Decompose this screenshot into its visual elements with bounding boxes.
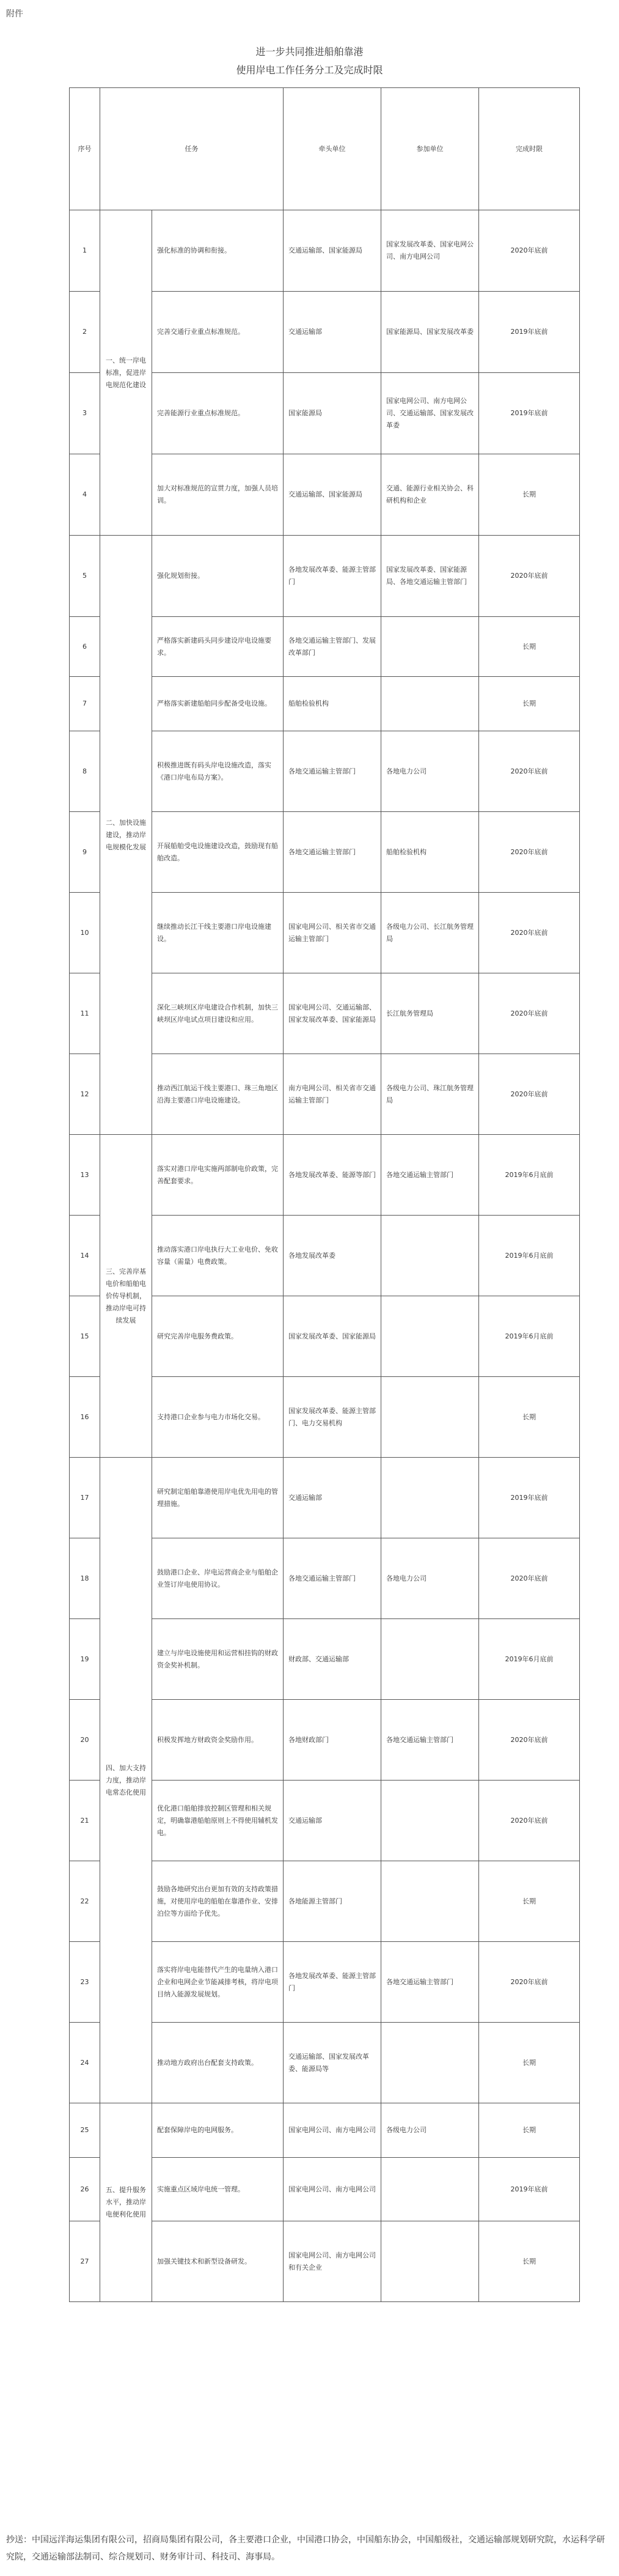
table-row (70, 1135, 580, 1216)
row-number: 2 (70, 292, 100, 373)
participant-units-cell: 交通、能源行业相关协会、科研机构和企业 (381, 454, 479, 536)
participant-units-cell: 国家发展改革委、国家能源局、各地交通运输主管部门 (381, 536, 479, 617)
task-cell: 严格落实新建船舶同步配备受电设施。 (152, 677, 284, 731)
row-number: 23 (70, 1942, 100, 2023)
row-number: 19 (70, 1619, 100, 1700)
row-number: 14 (70, 1216, 100, 1296)
deadline-cell: 长期 (479, 2023, 580, 2103)
lead-unit-cell: 国家电网公司、交通运输部、国家发展改革委、国家能源局 (284, 973, 381, 1054)
deadline-cell: 长期 (479, 1861, 580, 1942)
participant-units-cell: 各地电力公司 (381, 1538, 479, 1619)
lead-unit-cell: 国家发展改革委、能源主管部门、电力交易机构 (284, 1377, 381, 1458)
row-number: 18 (70, 1538, 100, 1619)
deadline-cell: 长期 (479, 617, 580, 677)
lead-unit-cell: 各地交通运输主管部门 (284, 1538, 381, 1619)
task-cell: 支持港口企业参与电力市场化交易。 (152, 1377, 284, 1458)
table-row (70, 210, 580, 292)
row-number: 3 (70, 373, 100, 454)
task-cell: 强化标准的协调和衔接。 (152, 210, 284, 292)
document-title-line2: 使用岸电工作任务分工及完成时限 (236, 64, 383, 76)
participant-units-cell (381, 1861, 479, 1942)
category-cell: 三、完善岸基电价和船舶电价传导机制，推动岸电可持续发展 (100, 1135, 152, 1458)
participant-units-cell: 各级电力公司、长江航务管理局 (381, 893, 479, 973)
lead-unit-cell: 国家电网公司、南方电网公司 (284, 2158, 381, 2221)
row-number: 15 (70, 1296, 100, 1377)
task-cell: 研究制定船舶靠港使用岸电优先用电的管理措施。 (152, 1458, 284, 1538)
deadline-cell: 2020年底前 (479, 812, 580, 893)
task-cell: 强化规划衔接。 (152, 536, 284, 617)
header-seq: 序号 (70, 88, 100, 210)
deadline-cell: 2019年6月底前 (479, 1619, 580, 1700)
row-number: 27 (70, 2221, 100, 2302)
task-cell: 继续推动长江干线主要港口岸电设施建设。 (152, 893, 284, 973)
task-cell: 优化港口船舶排放控制区管理和相关规定，明确靠港船舶原则上不得使用辅机发电。 (152, 1781, 284, 1861)
lead-unit-cell: 交通运输部 (284, 1458, 381, 1538)
category-cell: 五、提升服务水平，推动岸电便利化使用 (100, 2103, 152, 2302)
lead-unit-cell: 各地发展改革委 (284, 1216, 381, 1296)
participant-units-cell (381, 1781, 479, 1861)
deadline-cell: 长期 (479, 2103, 580, 2158)
row-number: 12 (70, 1054, 100, 1135)
deadline-cell: 2020年底前 (479, 973, 580, 1054)
task-cell: 鼓励各地研究出台更加有效的支持政策措施，对使用岸电的船舶在靠港作业、安排泊位等方面给予优先。 (152, 1861, 284, 1942)
deadline-cell: 2020年底前 (479, 731, 580, 812)
task-cell: 推动西江航运干线主要港口、珠三角地区沿海主要港口岸电设施建设。 (152, 1054, 284, 1135)
lead-unit-cell: 各地交通运输主管部门 (284, 731, 381, 812)
lead-unit-cell: 交通运输部 (284, 292, 381, 373)
participant-units-cell: 国家电网公司、南方电网公司、交通运输部、国家发展改革委 (381, 373, 479, 454)
task-cell: 建立与岸电设施使用和运营相挂钩的财政资金奖补机制。 (152, 1619, 284, 1700)
participant-units-cell: 长江航务管理局 (381, 973, 479, 1054)
lead-unit-cell: 国家电网公司、南方电网公司和有关企业 (284, 2221, 381, 2302)
deadline-cell: 长期 (479, 1377, 580, 1458)
lead-unit-cell: 国家电网公司、相关省市交通运输主管部门 (284, 893, 381, 973)
lead-unit-cell: 船舶检验机构 (284, 677, 381, 731)
task-cell: 配套保障岸电的电网服务。 (152, 2103, 284, 2158)
category-cell: 一、统一岸电标准，促进岸电规范化建设 (100, 210, 152, 536)
deadline-cell: 2019年底前 (479, 373, 580, 454)
category-cell: 四、加大支持力度，推动岸电常态化使用 (100, 1458, 152, 2103)
row-number: 4 (70, 454, 100, 536)
participant-units-cell (381, 1377, 479, 1458)
task-cell: 推动落实港口岸电执行大工业电价、免收容量（需量）电费政策。 (152, 1216, 284, 1296)
task-cell: 加强关键技术和新型设备研发。 (152, 2221, 284, 2302)
row-number: 1 (70, 210, 100, 292)
row-number: 8 (70, 731, 100, 812)
row-number: 7 (70, 677, 100, 731)
lead-unit-cell: 各地交通运输主管部门 (284, 812, 381, 893)
participant-units-cell (381, 1296, 479, 1377)
task-cell: 落实对港口岸电实施两部制电价政策，完善配套要求。 (152, 1135, 284, 1216)
deadline-cell: 2019年6月底前 (479, 1296, 580, 1377)
participant-units-cell (381, 1216, 479, 1296)
lead-unit-cell: 各地财政部门 (284, 1700, 381, 1781)
deadline-cell: 2020年底前 (479, 1538, 580, 1619)
header-lead: 牵头单位 (284, 88, 381, 210)
participant-units-cell (381, 2221, 479, 2302)
deadline-cell: 2020年底前 (479, 1942, 580, 2023)
task-cell: 完善交通行业重点标准规范。 (152, 292, 284, 373)
deadline-cell: 2020年底前 (479, 536, 580, 617)
table-row (70, 2103, 580, 2158)
lead-unit-cell: 交通运输部、国家发展改革委、能源局等 (284, 2023, 381, 2103)
lead-unit-cell: 各地交通运输主管部门、发展改革部门 (284, 617, 381, 677)
row-number: 16 (70, 1377, 100, 1458)
table-row (70, 1458, 580, 1538)
participant-units-cell: 各级电力公司、珠江航务管理局 (381, 1054, 479, 1135)
task-cell: 开展船舶受电设施建设改造，鼓励现有船舶改造。 (152, 812, 284, 893)
deadline-cell: 长期 (479, 677, 580, 731)
deadline-cell: 长期 (479, 2221, 580, 2302)
header-participants: 参加单位 (381, 88, 479, 210)
deadline-cell: 2019年6月底前 (479, 1135, 580, 1216)
participant-units-cell: 各级电力公司 (381, 2103, 479, 2158)
lead-unit-cell: 南方电网公司、相关省市交通运输主管部门 (284, 1054, 381, 1135)
lead-unit-cell: 各地能源主管部门 (284, 1861, 381, 1942)
lead-unit-cell: 各地发展改革委、能源主管部门 (284, 536, 381, 617)
row-number: 9 (70, 812, 100, 893)
participant-units-cell: 各地交通运输主管部门 (381, 1135, 479, 1216)
document-title-line1: 进一步共同推进船舶靠港 (255, 46, 364, 57)
row-number: 10 (70, 893, 100, 973)
header-time: 完成时限 (479, 88, 580, 210)
participant-units-cell (381, 617, 479, 677)
task-cell: 落实将岸电电能替代产生的电量纳入港口企业和电网企业节能减排考核，将岸电项目纳入能源发展规划。 (152, 1942, 284, 2023)
row-number: 26 (70, 2158, 100, 2221)
table-row (70, 536, 580, 617)
task-cell: 深化三峡坝区岸电建设合作机制，加快三峡坝区岸电试点项目建设和应用。 (152, 973, 284, 1054)
task-cell: 积极推进既有码头岸电设施改造，落实《港口岸电布局方案》。 (152, 731, 284, 812)
deadline-cell: 2020年底前 (479, 1781, 580, 1861)
participant-units-cell (381, 1458, 479, 1538)
participant-units-cell (381, 677, 479, 731)
task-cell: 研究完善岸电服务费政策。 (152, 1296, 284, 1377)
table-header-row (70, 88, 580, 210)
task-cell: 实施重点区域岸电统一管理。 (152, 2158, 284, 2221)
task-cell: 严格落实新建码头同步建设岸电设施要求。 (152, 617, 284, 677)
participant-units-cell: 船舶检验机构 (381, 812, 479, 893)
row-number: 17 (70, 1458, 100, 1538)
participant-units-cell: 国家发展改革委、国家电网公司、南方电网公司 (381, 210, 479, 292)
deadline-cell: 2019年底前 (479, 292, 580, 373)
row-number: 6 (70, 617, 100, 677)
participant-units-cell: 各地交通运输主管部门 (381, 1942, 479, 2023)
task-cell: 推动地方政府出台配套支持政策。 (152, 2023, 284, 2103)
lead-unit-cell: 各地发展改革委、能源等部门 (284, 1135, 381, 1216)
participant-units-cell: 各地电力公司 (381, 731, 479, 812)
participant-units-cell: 各地交通运输主管部门 (381, 1700, 479, 1781)
attachment-label: 附件 (6, 9, 23, 19)
task-cell: 鼓励港口企业、岸电运营商企业与船舶企业签订岸电使用协议。 (152, 1538, 284, 1619)
header-task: 任务 (100, 88, 284, 210)
deadline-cell: 长期 (479, 454, 580, 536)
participant-units-cell (381, 1619, 479, 1700)
deadline-cell: 2019年底前 (479, 1458, 580, 1538)
row-number: 20 (70, 1700, 100, 1781)
lead-unit-cell: 交通运输部、国家能源局 (284, 454, 381, 536)
row-number: 21 (70, 1781, 100, 1861)
task-cell: 积极发挥地方财政资金奖励作用。 (152, 1700, 284, 1781)
deadline-cell: 2020年底前 (479, 1054, 580, 1135)
deadline-cell: 2020年底前 (479, 893, 580, 973)
lead-unit-cell: 国家电网公司、南方电网公司 (284, 2103, 381, 2158)
task-table (69, 87, 580, 2302)
deadline-cell: 2019年6月底前 (479, 1216, 580, 1296)
copy-to-note: 抄送：中国远洋海运集团有限公司，招商局集团有限公司，各主要港口企业，中国港口协会，中国船东协会，中国船级社，交通运输部规划研究院，水运科学研究院，交通运输部法制司、综合规划司、财务审计司、科技司、海事局。 (6, 2535, 605, 2562)
lead-unit-cell: 国家发展改革委、国家能源局 (284, 1296, 381, 1377)
lead-unit-cell: 各地发展改革委、能源主管部门 (284, 1942, 381, 2023)
deadline-cell: 2020年底前 (479, 210, 580, 292)
task-cell: 完善能源行业重点标准规范。 (152, 373, 284, 454)
participant-units-cell (381, 2023, 479, 2103)
row-number: 11 (70, 973, 100, 1054)
row-number: 24 (70, 2023, 100, 2103)
category-cell: 二、加快设施建设，推动岸电规模化发展 (100, 536, 152, 1135)
task-cell: 加大对标准规范的宣贯力度，加强人员培训。 (152, 454, 284, 536)
lead-unit-cell: 交通运输部 (284, 1781, 381, 1861)
row-number: 5 (70, 536, 100, 617)
row-number: 22 (70, 1861, 100, 1942)
participant-units-cell (381, 2158, 479, 2221)
participant-units-cell: 国家能源局、国家发展改革委 (381, 292, 479, 373)
lead-unit-cell: 财政部、交通运输部 (284, 1619, 381, 1700)
deadline-cell: 2020年底前 (479, 1700, 580, 1781)
lead-unit-cell: 国家能源局 (284, 373, 381, 454)
row-number: 25 (70, 2103, 100, 2158)
lead-unit-cell: 交通运输部、国家能源局 (284, 210, 381, 292)
row-number: 13 (70, 1135, 100, 1216)
deadline-cell: 2019年底前 (479, 2158, 580, 2221)
